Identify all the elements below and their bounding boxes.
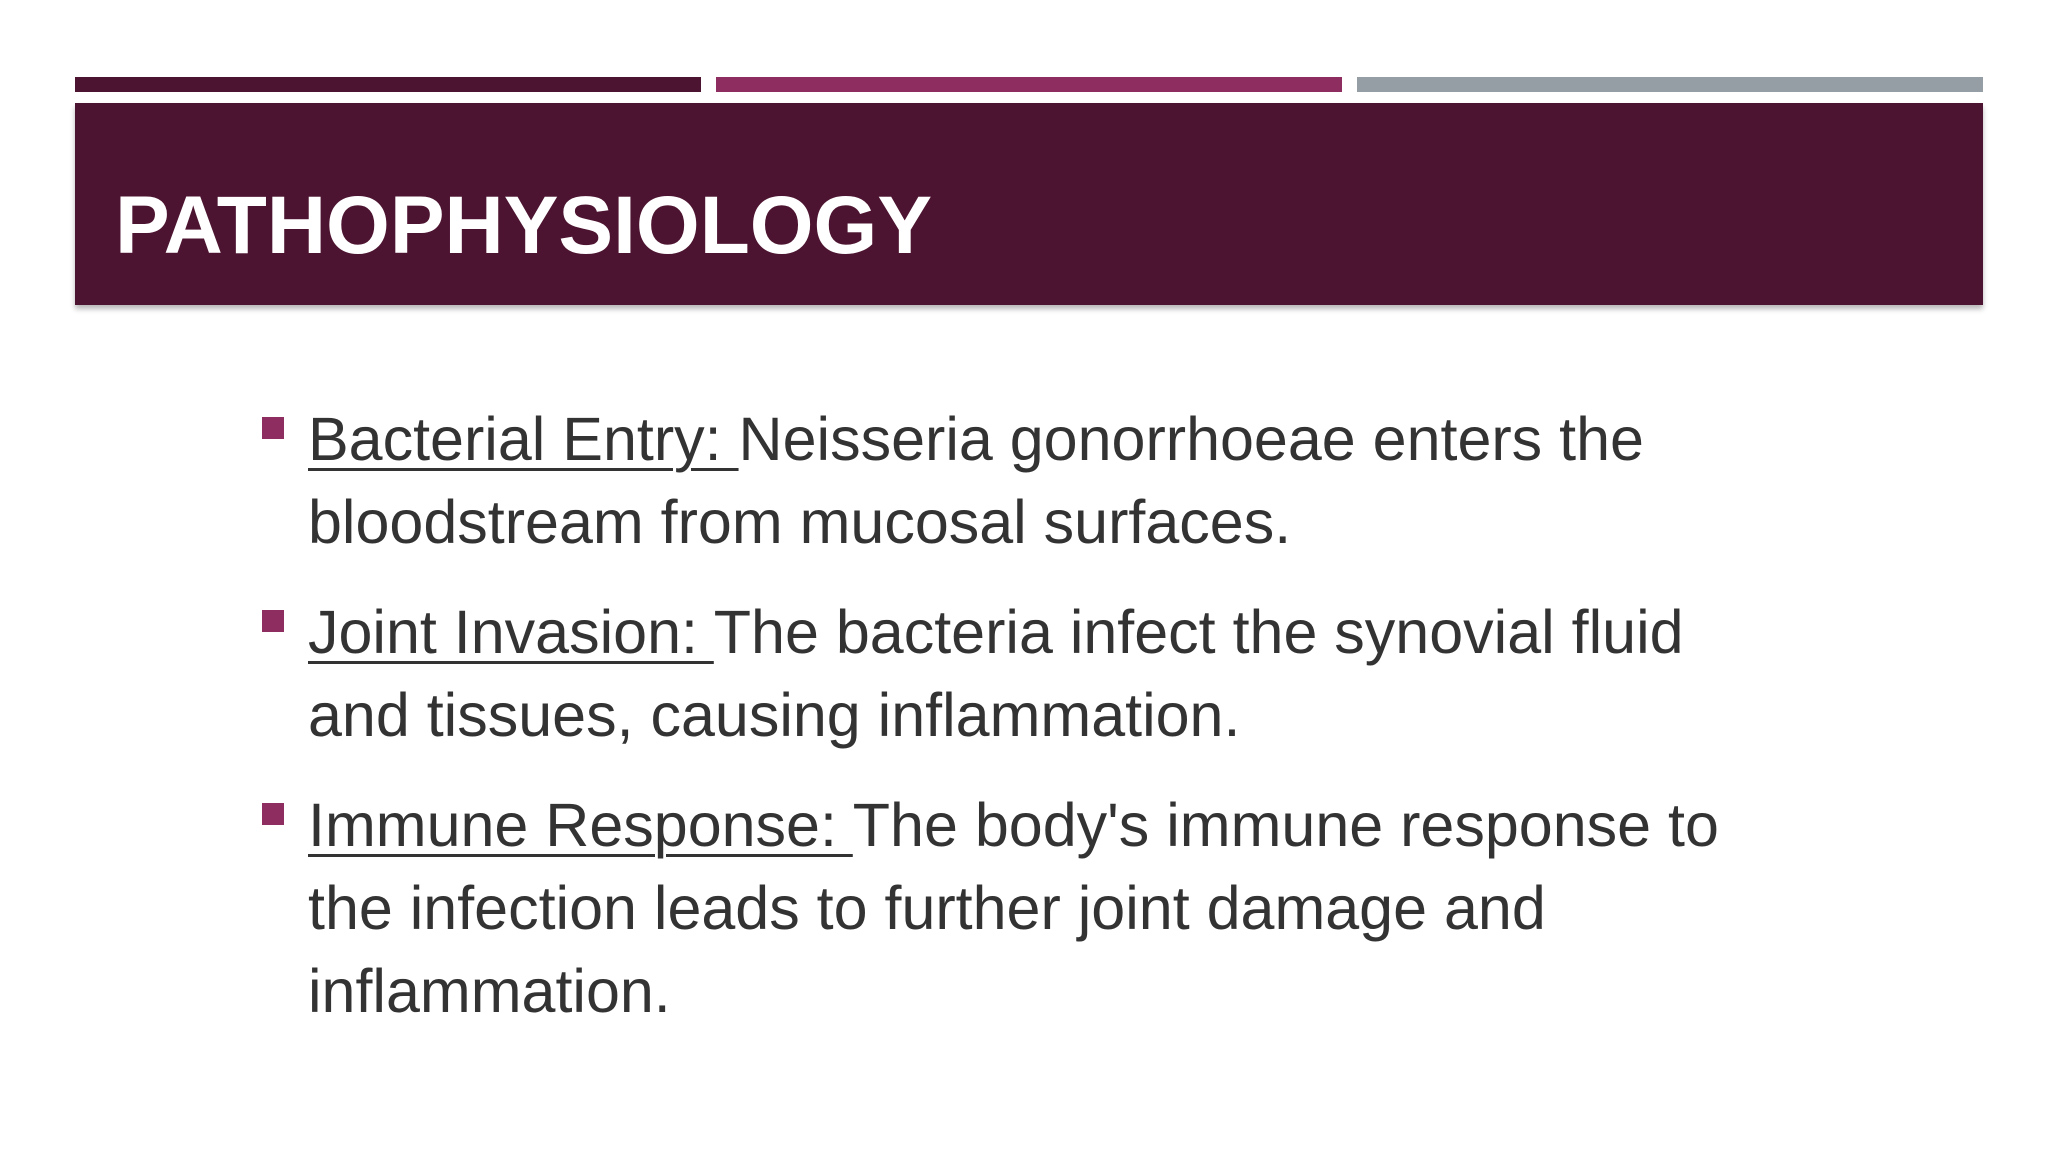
bullet-item-joint-invasion	[262, 591, 1782, 757]
accent-bar-dark	[75, 77, 701, 92]
bullet-list	[262, 398, 1782, 1060]
slide-title: PATHOPHYSIOLOGY	[115, 180, 933, 271]
bullet-term: Bacterial Entry:	[308, 405, 739, 473]
bullet-item-immune-response	[262, 784, 1782, 1033]
bullet-item-bacterial-entry	[262, 398, 1782, 564]
square-bullet-icon	[262, 610, 284, 632]
square-bullet-icon	[262, 803, 284, 825]
bullet-text: Neisseria gonorrhoeae enters the bloodstream from mucosal surfaces.	[308, 405, 1644, 556]
accent-bar-magenta	[716, 77, 1342, 92]
bullet-text: The bacteria infect the synovial fluid and tissues, causing inflammation.	[308, 598, 1684, 749]
accent-bar-gray	[1357, 77, 1983, 92]
bullet-text: The body's immune response to the infection leads to further joint damage and inflammation.	[308, 791, 1719, 1025]
title-band	[75, 103, 1983, 305]
square-bullet-icon	[262, 417, 284, 439]
bullet-term: Joint Invasion:	[308, 598, 714, 666]
bullet-term: Immune Response:	[308, 791, 853, 859]
